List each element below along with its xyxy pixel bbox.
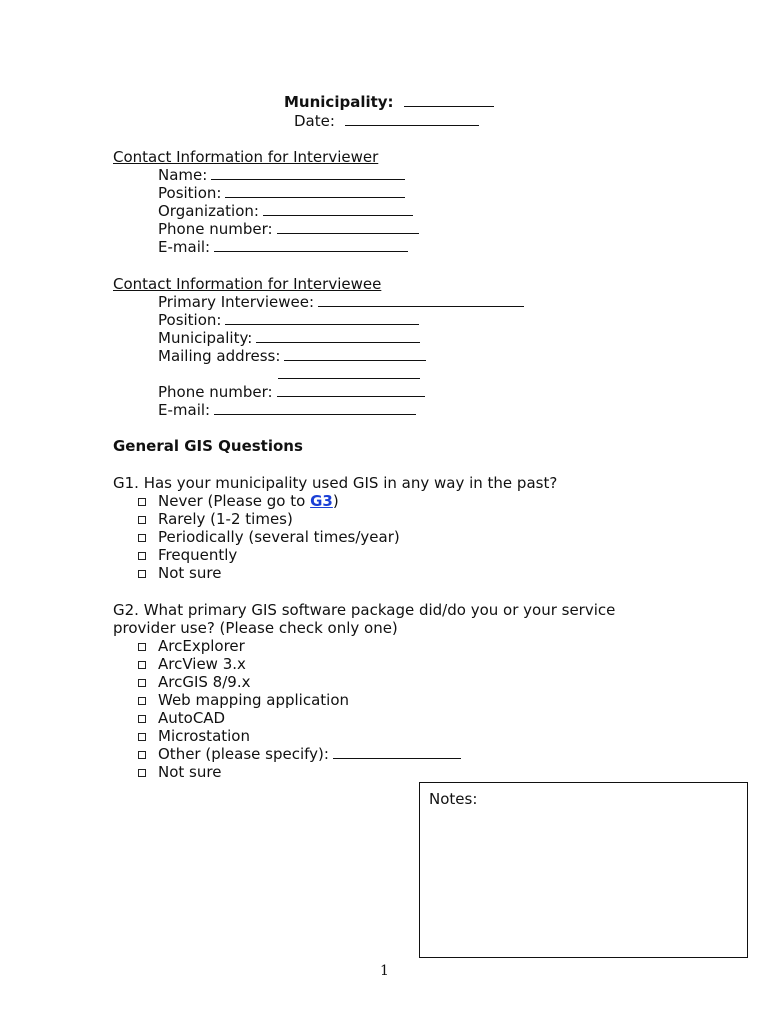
interviewee-mailing-line2 bbox=[278, 365, 420, 383]
g1-checkbox-not-sure[interactable] bbox=[138, 570, 146, 578]
interviewer-position-label: Position: bbox=[158, 184, 222, 202]
interviewee-primary-field bbox=[158, 293, 524, 311]
interviewee-position-field bbox=[158, 311, 419, 329]
interviewer-email-label: E-mail: bbox=[158, 238, 211, 256]
interviewee-mailing-blank[interactable] bbox=[284, 347, 426, 361]
municipality-blank[interactable] bbox=[404, 93, 494, 107]
interviewer-name-field bbox=[158, 166, 405, 184]
g1-checkbox-never[interactable] bbox=[138, 498, 146, 506]
g1-checkbox-periodically[interactable] bbox=[138, 534, 146, 542]
g2-checkbox-autocad[interactable] bbox=[138, 715, 146, 723]
interviewee-phone-label: Phone number: bbox=[158, 383, 273, 401]
g2-option-arcview: ArcView 3.x bbox=[158, 655, 246, 673]
interviewer-organization-label: Organization: bbox=[158, 202, 259, 220]
date-blank[interactable] bbox=[345, 112, 479, 126]
interviewee-position-label: Position: bbox=[158, 311, 222, 329]
interviewer-position-blank[interactable] bbox=[225, 184, 405, 198]
g3-link[interactable]: G3 bbox=[310, 492, 333, 510]
g2-option-autocad: AutoCAD bbox=[158, 709, 226, 727]
g1-option-frequently: Frequently bbox=[158, 546, 238, 564]
g1-option-not-sure: Not sure bbox=[158, 564, 222, 582]
interviewer-heading: Contact Information for Interviewer bbox=[113, 148, 379, 166]
g2-question-line2: provider use? (Please check only one) bbox=[113, 619, 398, 637]
date-field bbox=[294, 112, 479, 130]
page-number: 1 bbox=[380, 963, 389, 979]
interviewer-phone-label: Phone number: bbox=[158, 220, 273, 238]
g2-checkbox-not-sure[interactable] bbox=[138, 769, 146, 777]
g1-question: G1. Has your municipality used GIS in any way in the past? bbox=[113, 474, 558, 492]
municipality-field bbox=[284, 93, 494, 111]
g2-option-web-mapping: Web mapping application bbox=[158, 691, 350, 709]
g2-checkbox-other[interactable] bbox=[138, 751, 146, 759]
interviewer-name-blank[interactable] bbox=[211, 166, 405, 180]
interviewer-email-field bbox=[158, 238, 408, 256]
interviewee-mailing-label: Mailing address: bbox=[158, 347, 281, 365]
interviewee-primary-label: Primary Interviewee: bbox=[158, 293, 314, 311]
g1-option-never-pre: Never (Please go to bbox=[158, 492, 311, 510]
g2-option-not-sure: Not sure bbox=[158, 763, 222, 781]
interviewee-phone-field bbox=[158, 383, 425, 401]
interviewer-organization-blank[interactable] bbox=[263, 202, 413, 216]
g2-checkbox-arcview[interactable] bbox=[138, 661, 146, 669]
interviewee-email-label: E-mail: bbox=[158, 401, 211, 419]
g2-checkbox-arcexplorer[interactable] bbox=[138, 643, 146, 651]
g2-option-other-label: Other (please specify): bbox=[158, 745, 329, 763]
g1-option-never-post: ) bbox=[332, 492, 339, 510]
g1-option-periodically: Periodically (several times/year) bbox=[158, 528, 400, 546]
g1-checkbox-rarely[interactable] bbox=[138, 516, 146, 524]
g2-checkbox-microstation[interactable] bbox=[138, 733, 146, 741]
interviewee-municipality-blank[interactable] bbox=[256, 329, 420, 343]
interviewer-name-label: Name: bbox=[158, 166, 208, 184]
g2-checkbox-arcgis[interactable] bbox=[138, 679, 146, 687]
notes-box[interactable] bbox=[419, 782, 748, 958]
interviewee-position-blank[interactable] bbox=[225, 311, 419, 325]
interviewee-email-blank[interactable] bbox=[214, 401, 416, 415]
interviewee-mailing-field bbox=[158, 347, 426, 365]
g1-option-never bbox=[158, 492, 339, 510]
g2-option-arcgis: ArcGIS 8/9.x bbox=[158, 673, 251, 691]
g2-checkbox-web-mapping[interactable] bbox=[138, 697, 146, 705]
g2-option-other bbox=[158, 745, 461, 763]
g2-question-line1: G2. What primary GIS software package did/do you or your service bbox=[113, 601, 616, 619]
interviewer-organization-field bbox=[158, 202, 413, 220]
interviewee-primary-blank[interactable] bbox=[318, 293, 524, 307]
g1-checkbox-frequently[interactable] bbox=[138, 552, 146, 560]
interviewee-heading: Contact Information for Interviewee bbox=[113, 275, 382, 293]
interviewer-phone-blank[interactable] bbox=[277, 220, 419, 234]
g2-option-arcexplorer: ArcExplorer bbox=[158, 637, 245, 655]
interviewee-municipality-field bbox=[158, 329, 420, 347]
notes-label: Notes: bbox=[429, 790, 478, 808]
interviewee-email-field bbox=[158, 401, 416, 419]
interviewee-mailing-blank-2[interactable] bbox=[278, 365, 420, 379]
interviewer-email-blank[interactable] bbox=[214, 238, 408, 252]
date-label: Date: bbox=[294, 112, 335, 130]
interviewer-position-field bbox=[158, 184, 405, 202]
interviewer-phone-field bbox=[158, 220, 419, 238]
interviewee-phone-blank[interactable] bbox=[277, 383, 425, 397]
interviewee-municipality-label: Municipality: bbox=[158, 329, 253, 347]
g1-option-rarely: Rarely (1-2 times) bbox=[158, 510, 293, 528]
g2-option-microstation: Microstation bbox=[158, 727, 250, 745]
section-title: General GIS Questions bbox=[113, 437, 303, 455]
municipality-label: Municipality: bbox=[284, 93, 394, 111]
g2-other-specify-blank[interactable] bbox=[333, 745, 461, 759]
